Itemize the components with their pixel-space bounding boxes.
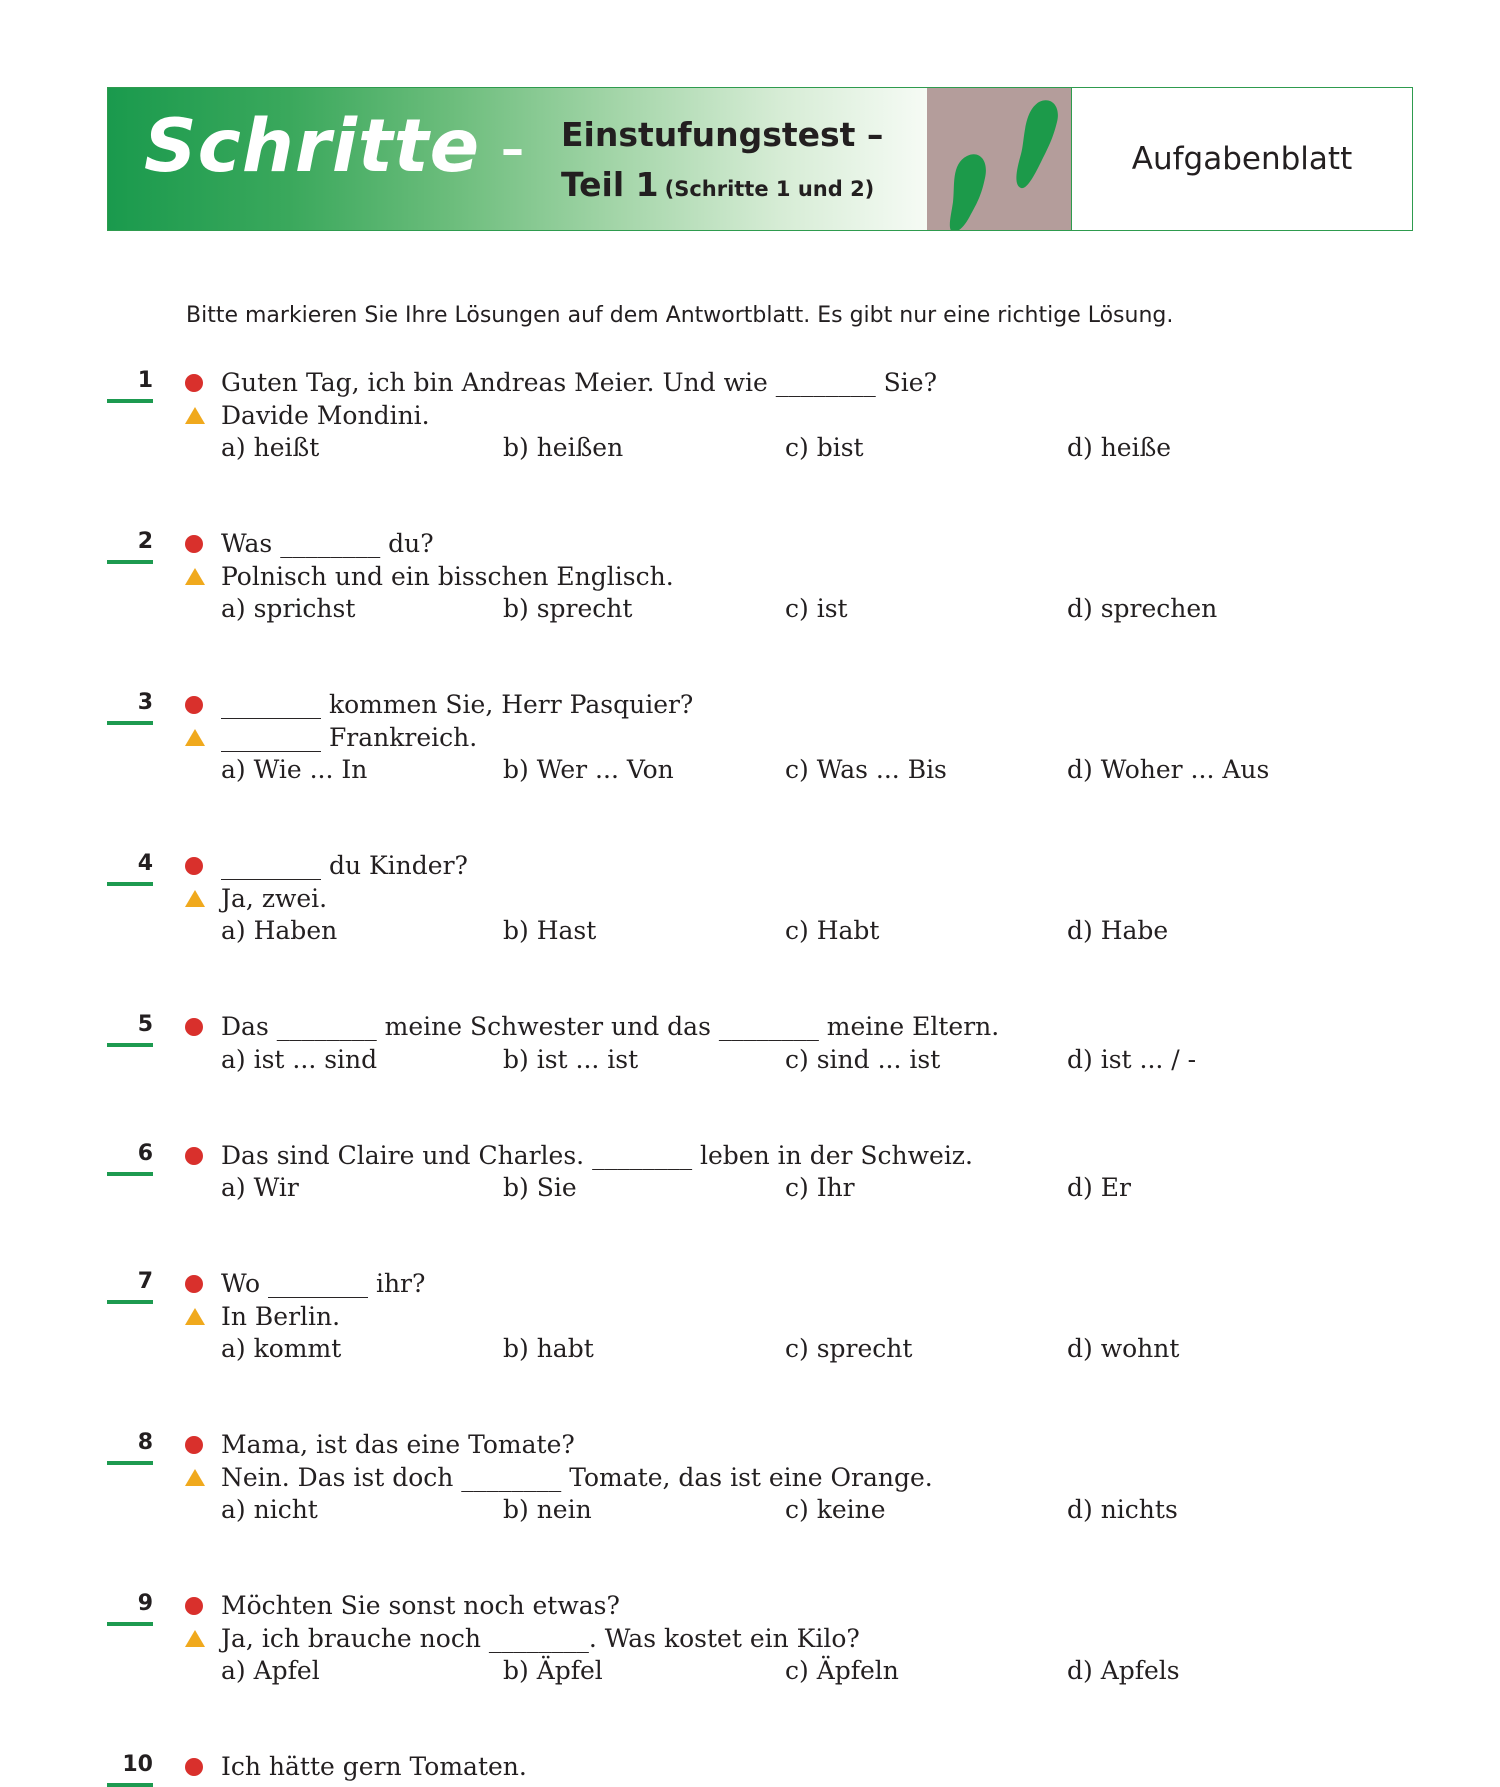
answer-option: d) Er: [1067, 1173, 1131, 1202]
brand-title: Schritte: [144, 104, 481, 189]
answer-option: b) heißen: [503, 433, 624, 462]
answer-option: a) Wie ... In: [221, 755, 368, 784]
speaker-b-triangle-icon: [185, 1630, 205, 1647]
speaker-a-bullet-icon: [185, 857, 203, 875]
answer-option: b) nein: [503, 1495, 592, 1524]
answer-option: b) Wer ... Von: [503, 755, 674, 784]
answer-option: a) heißt: [221, 433, 320, 462]
subtitle-line2: [561, 165, 875, 204]
speaker-a-bullet-icon: [185, 535, 203, 553]
question-text: In Berlin.: [221, 1301, 341, 1331]
question-text: Möchten Sie sonst noch etwas?: [221, 1591, 620, 1620]
speaker-b-triangle-icon: [185, 407, 205, 424]
instruction-text: Bitte markieren Sie Ihre Lösungen auf dem Antwortblatt. Es gibt nur eine richtige Lösung.: [186, 303, 1174, 328]
question-text: Ja, zwei.: [221, 883, 328, 913]
answer-option: b) sprecht: [503, 594, 633, 623]
answer-option: d) Woher ... Aus: [1067, 755, 1270, 784]
speaker-a-bullet-icon: [185, 696, 203, 714]
question-text: ________ Frankreich.: [221, 722, 478, 752]
answer-option: c) Ihr: [785, 1173, 855, 1202]
speaker-b-triangle-icon: [185, 1469, 205, 1486]
speaker-b-triangle-icon: [185, 890, 205, 907]
subtitle-part: Teil 1: [561, 165, 659, 204]
answer-option: a) Wir: [221, 1173, 299, 1202]
question-text: Ich hätte gern Tomaten.: [221, 1752, 527, 1781]
sheet-label: Aufgabenblatt: [1131, 141, 1353, 177]
answer-option: c) keine: [785, 1495, 886, 1524]
footprints-logo: [927, 88, 1071, 230]
answer-option: b) Sie: [503, 1173, 577, 1202]
question-number: 9: [107, 1589, 153, 1626]
answer-option: a) Haben: [221, 916, 338, 945]
question-number: 5: [107, 1010, 153, 1047]
subtitle-note: (Schritte 1 und 2): [664, 177, 875, 201]
question-text: Nein. Das ist doch ________ Tomate, das ist eine Orange.: [221, 1462, 933, 1492]
answer-option: a) sprichst: [221, 594, 356, 623]
answer-option: c) sind ... ist: [785, 1044, 941, 1074]
answer-option: c) Äpfeln: [785, 1656, 899, 1685]
answer-option: d) sprechen: [1067, 594, 1218, 623]
speaker-a-bullet-icon: [185, 1275, 203, 1293]
answer-option: b) Hast: [503, 916, 597, 945]
speaker-a-bullet-icon: [185, 1597, 203, 1615]
question-text: Ja, ich brauche noch ________. Was kostet ein Kilo?: [221, 1623, 860, 1653]
speaker-b-triangle-icon: [185, 568, 205, 585]
answer-option: b) ist ... ist: [503, 1044, 639, 1074]
answer-option: c) bist: [785, 433, 864, 462]
question-number: 8: [107, 1428, 153, 1465]
question-number: 10: [107, 1750, 153, 1787]
question-number: 2: [107, 527, 153, 564]
speaker-a-bullet-icon: [185, 1147, 203, 1165]
speaker-a-bullet-icon: [185, 1758, 203, 1776]
speaker-b-triangle-icon: [185, 1308, 205, 1325]
answer-option: c) Habt: [785, 916, 880, 945]
speaker-a-bullet-icon: [185, 1436, 203, 1454]
speaker-b-triangle-icon: [185, 729, 205, 746]
answer-option: d) Habe: [1067, 916, 1169, 945]
sheet-label-box: [1071, 88, 1412, 230]
question-number: 6: [107, 1139, 153, 1176]
answer-option: c) ist: [785, 594, 848, 623]
question-text: Mama, ist das eine Tomate?: [221, 1430, 575, 1459]
answer-option: a) Apfel: [221, 1656, 320, 1685]
question-text: Polnisch und ein bisschen Englisch.: [221, 561, 674, 591]
question-number: 4: [107, 849, 153, 886]
answer-option: c) Was ... Bis: [785, 755, 947, 784]
answer-option: c) sprecht: [785, 1334, 913, 1363]
title-dash: –: [501, 122, 524, 176]
question-number: 1: [107, 366, 153, 403]
speaker-a-bullet-icon: [185, 374, 203, 392]
question-text: Davide Mondini.: [221, 400, 430, 430]
answer-option: b) Äpfel: [503, 1656, 603, 1685]
answer-option: a) nicht: [221, 1495, 318, 1524]
answer-option: d) heiße: [1067, 433, 1172, 462]
answer-option: b) habt: [503, 1334, 594, 1363]
question-number: 7: [107, 1267, 153, 1304]
question-text: Was ________ du?: [221, 529, 434, 558]
question-text: Das ________ meine Schwester und das ________ meine Eltern.: [221, 1012, 1000, 1041]
title-area: [108, 88, 927, 230]
speaker-a-bullet-icon: [185, 1018, 203, 1036]
question-text: ________ kommen Sie, Herr Pasquier?: [221, 690, 694, 719]
answer-option: d) Apfels: [1067, 1656, 1180, 1685]
answer-option: d) wohnt: [1067, 1334, 1180, 1363]
question-text: Das sind Claire und Charles. ________ leben in der Schweiz.: [221, 1140, 973, 1170]
answer-option: d) nichts: [1067, 1495, 1178, 1524]
answer-option: a) kommt: [221, 1334, 342, 1363]
answer-option: a) ist ... sind: [221, 1044, 378, 1074]
answer-option: d) ist ... / -: [1067, 1044, 1197, 1074]
subtitle-line1: Einstufungstest –: [561, 115, 884, 154]
question-number: 3: [107, 688, 153, 725]
question-text: Wo ________ ihr?: [221, 1269, 426, 1298]
question-text: Guten Tag, ich bin Andreas Meier. Und wie ________ Sie?: [221, 368, 937, 397]
question-text: ________ du Kinder?: [221, 851, 468, 880]
header-banner: [107, 87, 1413, 231]
footprints-icon: [927, 88, 1071, 230]
